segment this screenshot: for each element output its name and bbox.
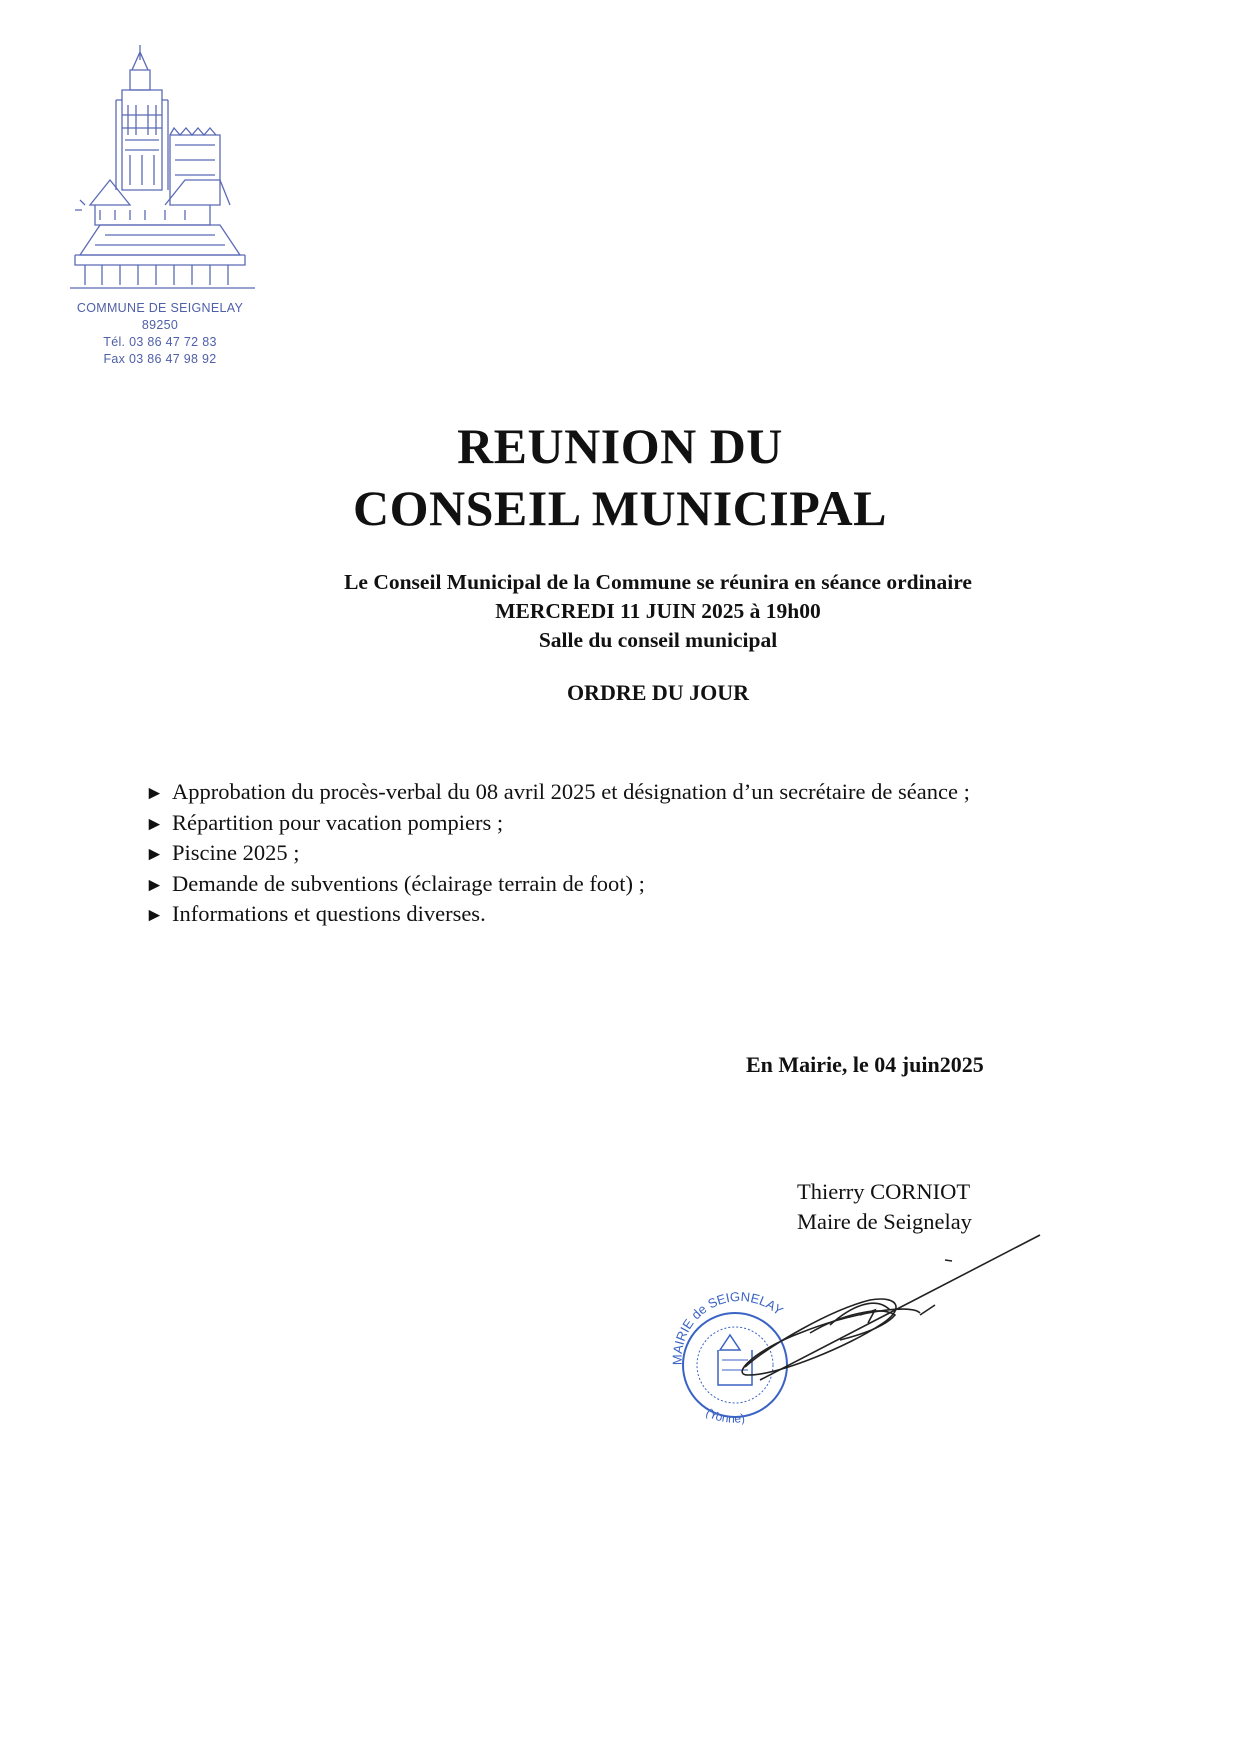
intro-line-1: Le Conseil Municipal de la Commune se réunira en séance ordinaire [344, 570, 972, 594]
signatory-name: Thierry CORNIOT [797, 1179, 971, 1204]
meeting-date: MERCREDI 11 JUIN 2025 à 19h00 [495, 599, 821, 623]
signatory-role: Maire de Seignelay [797, 1209, 972, 1234]
meeting-room: Salle du conseil municipal [538, 628, 778, 652]
town-hall-logo [70, 40, 260, 295]
mayor-stamp-signature [660, 1215, 1060, 1425]
agenda-item [145, 809, 970, 840]
agenda-item [145, 839, 970, 870]
title-line-2: CONSEIL MUNICIPAL [352, 480, 888, 536]
agenda-item-text: Piscine 2025 ; [172, 840, 300, 865]
fax-number: Fax 03 86 47 98 92 [103, 352, 217, 366]
bullet-arrow-icon: ► [145, 874, 164, 896]
svg-text:MAIRIE de SEIGNELAY [670, 1289, 787, 1365]
title-line-1: REUNION DU [457, 418, 783, 474]
stamp-bottom-text: (Yonne) [703, 1405, 746, 1425]
postcode: 89250 [141, 318, 179, 332]
agenda-item-text: Répartition pour vacation pompiers ; [172, 809, 504, 835]
phone-number: Tél. 03 86 47 72 83 [103, 335, 217, 349]
agenda-item [145, 900, 970, 931]
agenda-item-text: Demande de subventions (éclairage terrain de foot) ; [172, 870, 645, 896]
agenda-item-text: Approbation du procès-verbal du 08 avril 2025 et désignation d’un secrétaire de séance ; [172, 779, 970, 804]
stamp-top-text: MAIRIE de SEIGNELAY [669, 1288, 786, 1366]
bullet-arrow-icon: ► [145, 783, 164, 804]
town-hall-church-drawing-icon [70, 40, 260, 295]
letterhead [60, 300, 260, 368]
bullet-arrow-icon: ► [145, 905, 164, 926]
meeting-intro [0, 568, 1240, 655]
official-stamp-icon [670, 1289, 787, 1425]
agenda-list [145, 778, 970, 931]
bullet-arrow-icon: ► [145, 813, 164, 835]
agenda-item [145, 870, 970, 901]
agenda-title: ORDRE DU JOUR [566, 680, 750, 705]
place-date: En Mairie, le 04 juin2025 [746, 1052, 984, 1077]
commune-name: COMMUNE DE SEIGNELAY [76, 301, 244, 315]
page-title [0, 415, 1240, 539]
agenda-item [145, 778, 970, 809]
svg-text:(Yonne) [704, 1405, 746, 1425]
agenda-item-text: Informations et questions diverses. [172, 901, 486, 926]
bullet-arrow-icon: ► [145, 844, 164, 865]
